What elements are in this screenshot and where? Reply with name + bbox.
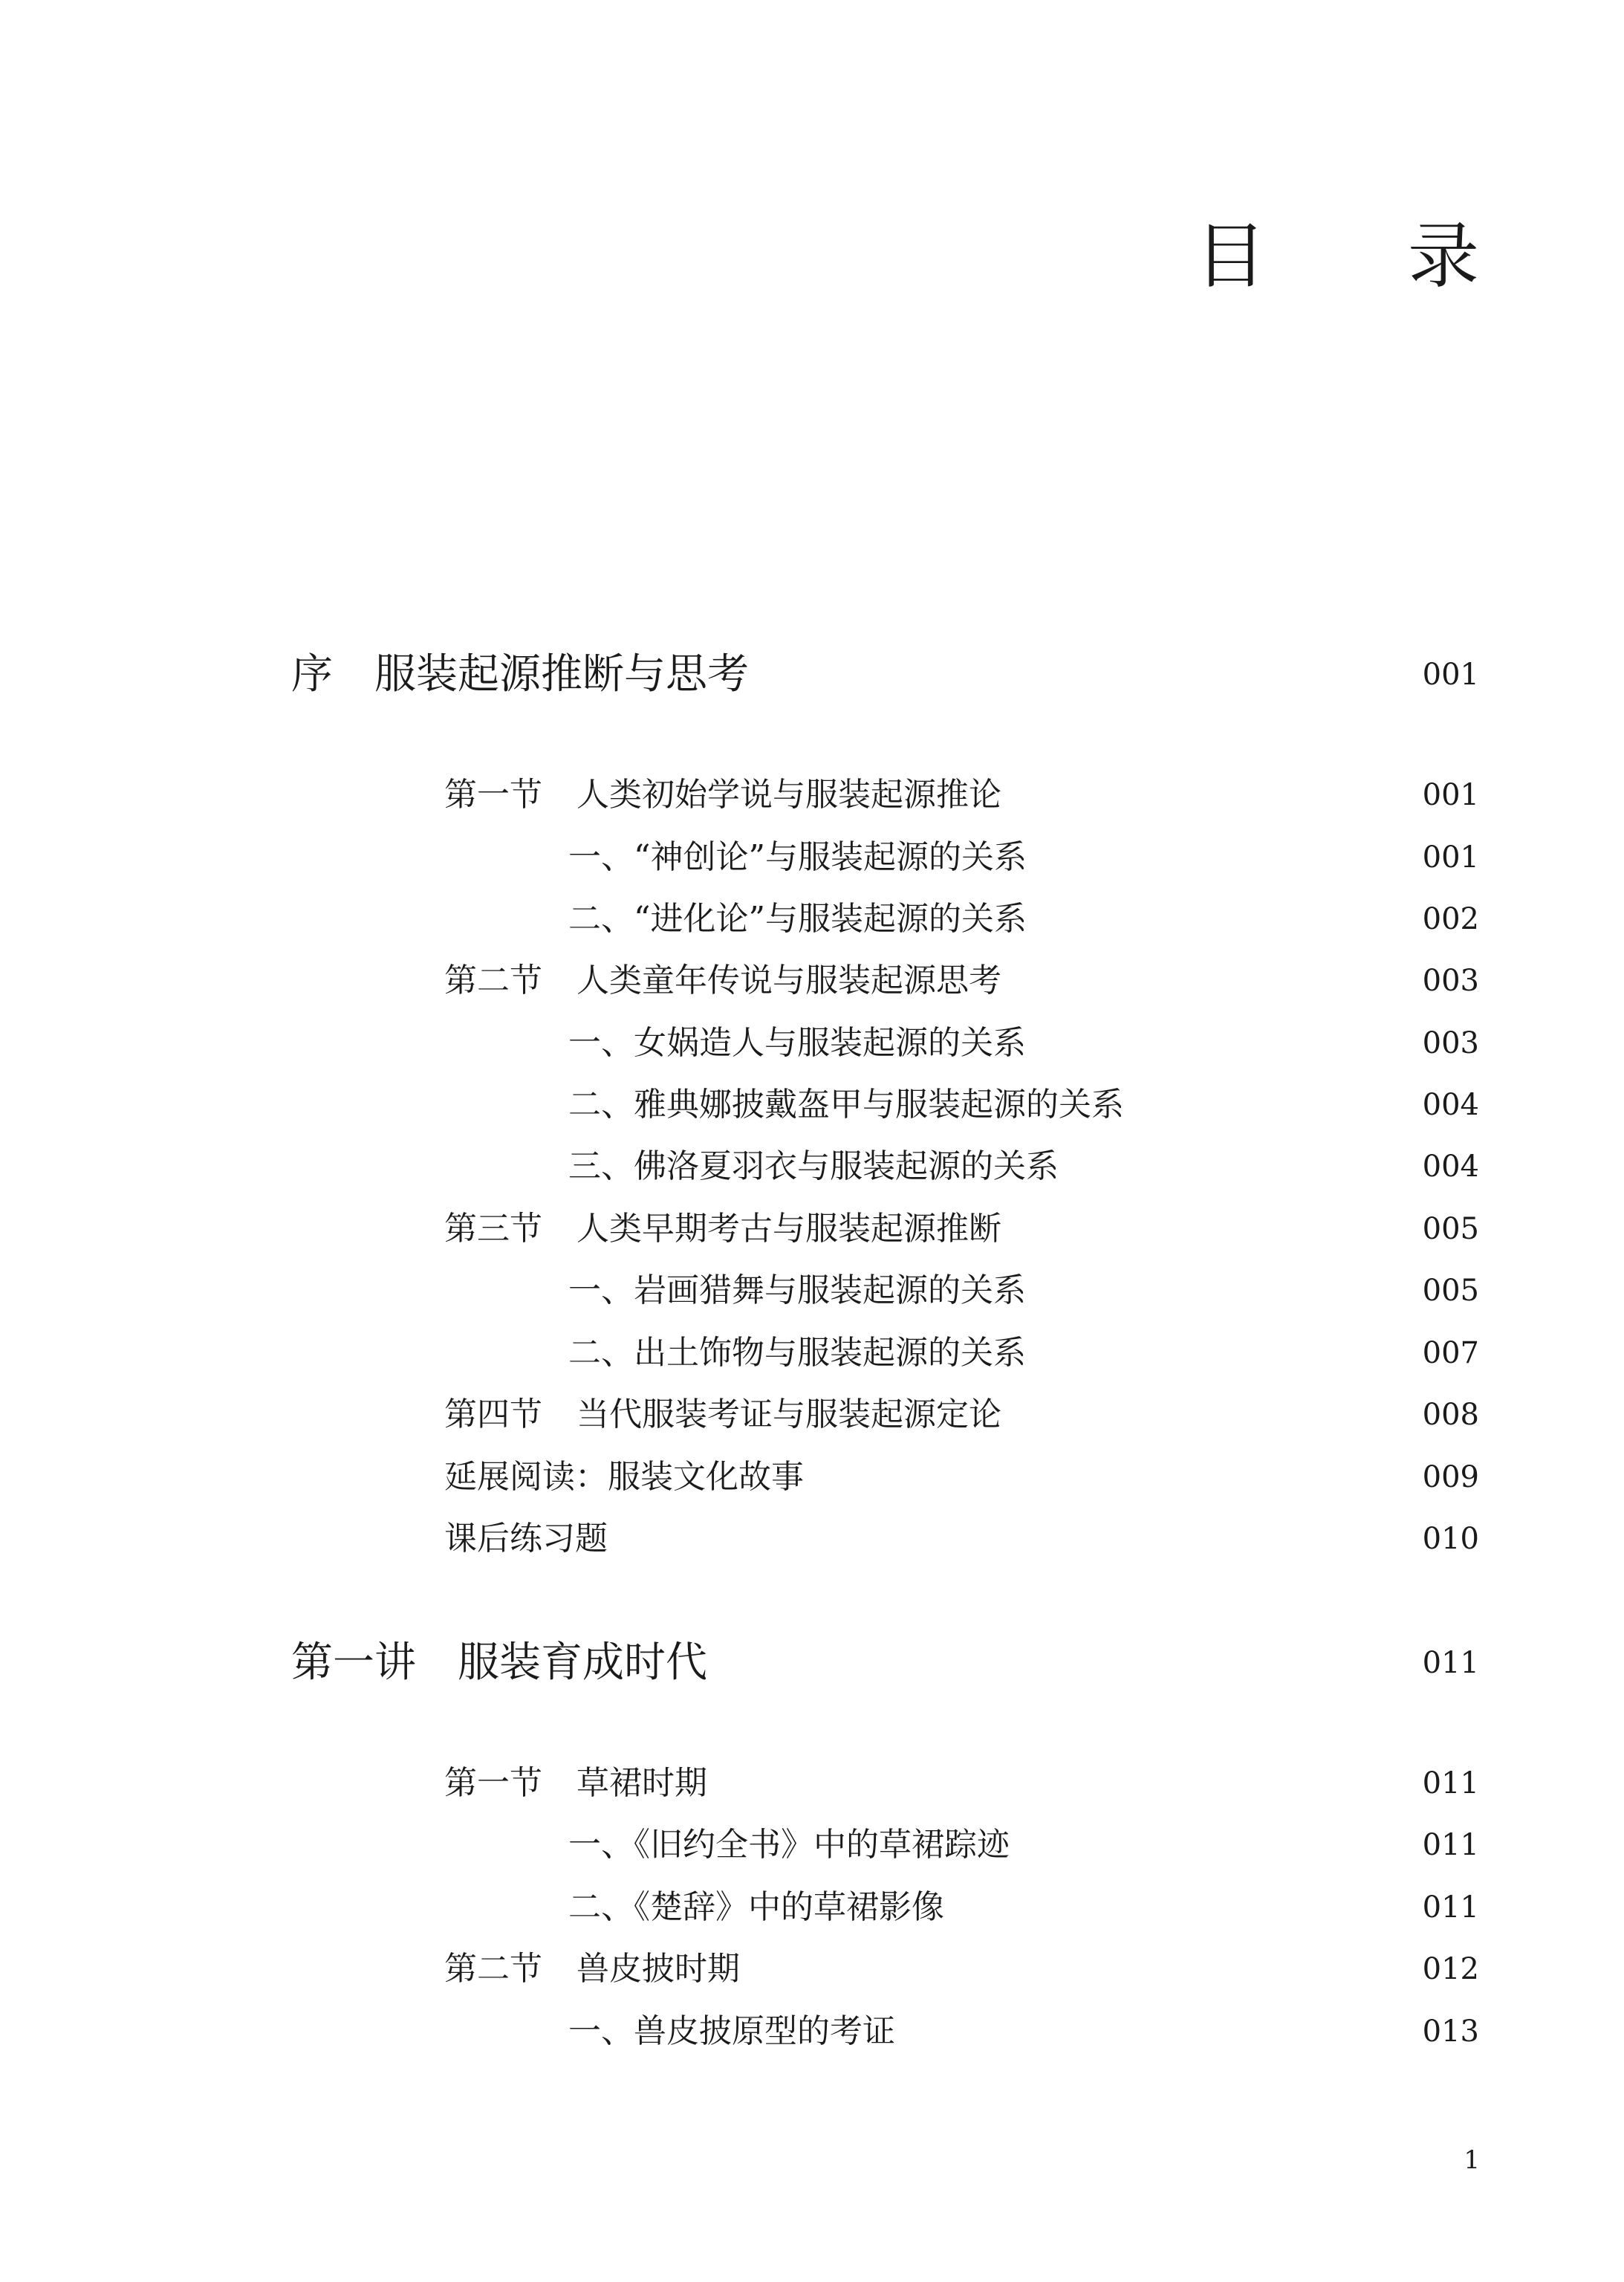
entry-text: 一、兽皮披原型的考证 xyxy=(568,2012,895,2050)
entry-page-number: 012 xyxy=(1422,1952,1479,1986)
entry-page-number: 011 xyxy=(1422,1766,1479,1800)
toc-entry-section[interactable] xyxy=(0,1389,1624,1441)
entry-page-number: 003 xyxy=(1422,1026,1479,1060)
entry-prefix: 第三节 xyxy=(444,1210,542,1248)
entry-page-number: 010 xyxy=(1422,1522,1479,1556)
entry-text: 课后练习题 xyxy=(444,1520,608,1557)
toc-entry-section[interactable] xyxy=(0,1943,1624,1995)
entry-text: 延展阅读：服装文化故事 xyxy=(444,1458,804,1496)
entry-text: 二、出土饰物与服装起源的关系 xyxy=(568,1334,1026,1372)
entry-page-number: 011 xyxy=(1422,1646,1479,1680)
entry-text: 二、《楚辞》中的草裙影像 xyxy=(568,1888,944,1926)
entry-text: 三、佛洛夏羽衣与服装起源的关系 xyxy=(568,1147,1059,1185)
entry-text: 当代服装考证与服装起源定论 xyxy=(576,1396,1001,1433)
entry-text: 服装育成时代 xyxy=(458,1638,707,1687)
toc-entry-chapter[interactable] xyxy=(0,649,1624,701)
toc-entry-subsection[interactable] xyxy=(0,1819,1624,1871)
entry-prefix: 序 xyxy=(291,650,333,698)
entry-page-number: 004 xyxy=(1422,1150,1479,1184)
page-title: 目 录 xyxy=(1195,215,1539,298)
toc-entry-exercises[interactable] xyxy=(0,1513,1624,1565)
entry-page-number: 004 xyxy=(1422,1088,1479,1122)
toc-entry-subsection[interactable] xyxy=(0,1079,1624,1131)
entry-prefix: 第二节 xyxy=(444,962,542,999)
entry-text: 兽皮披时期 xyxy=(576,1950,740,1988)
toc-entry-subsection[interactable] xyxy=(0,1017,1624,1069)
toc-entry-subsection[interactable] xyxy=(0,1141,1624,1193)
entry-text: 二、雅典娜披戴盔甲与服装起源的关系 xyxy=(568,1086,1124,1124)
entry-page-number: 002 xyxy=(1422,902,1479,936)
page-folio: 1 xyxy=(1464,2145,1480,2175)
toc-entry-extended-reading[interactable] xyxy=(0,1451,1624,1503)
toc-entry-chapter[interactable] xyxy=(0,1637,1624,1689)
toc-entry-subsection[interactable] xyxy=(0,1265,1624,1317)
entry-prefix: 第四节 xyxy=(444,1396,542,1433)
entry-page-number: 008 xyxy=(1422,1398,1479,1432)
toc-entry-subsection[interactable] xyxy=(0,2006,1624,2058)
entry-page-number: 003 xyxy=(1422,964,1479,998)
entry-text: 一、女娲造人与服装起源的关系 xyxy=(568,1024,1026,1062)
entry-page-number: 013 xyxy=(1422,2014,1479,2049)
entry-text: 人类初始学说与服装起源推论 xyxy=(576,776,1001,814)
toc-entry-subsection[interactable] xyxy=(0,893,1624,945)
toc-entry-section[interactable] xyxy=(0,955,1624,1007)
entry-prefix: 第一节 xyxy=(444,1764,542,1802)
entry-text: 二、“进化论”与服装起源的关系 xyxy=(568,900,1027,938)
toc-entry-section[interactable] xyxy=(0,769,1624,821)
entry-page-number: 001 xyxy=(1422,778,1479,812)
entry-page-number: 007 xyxy=(1422,1336,1479,1370)
entry-text: 人类童年传说与服装起源思考 xyxy=(576,962,1001,999)
entry-text: 一、岩画猎舞与服装起源的关系 xyxy=(568,1271,1026,1309)
entry-text: 一、《旧约全书》中的草裙踪迹 xyxy=(568,1826,1010,1864)
toc-entry-section[interactable] xyxy=(0,1757,1624,1809)
entry-prefix: 第二节 xyxy=(444,1950,542,1988)
entry-text: 人类早期考古与服装起源推断 xyxy=(576,1210,1001,1248)
entry-prefix: 第一讲 xyxy=(291,1638,416,1687)
toc-entry-subsection[interactable] xyxy=(0,1881,1624,1933)
toc-entry-subsection[interactable] xyxy=(0,832,1624,884)
toc-entry-section[interactable] xyxy=(0,1203,1624,1255)
entry-page-number: 011 xyxy=(1422,1890,1479,1925)
entry-page-number: 005 xyxy=(1422,1274,1479,1308)
entry-page-number: 001 xyxy=(1422,840,1479,875)
entry-page-number: 011 xyxy=(1422,1828,1479,1862)
entry-text: 服装起源推断与思考 xyxy=(374,650,749,698)
toc-entry-subsection[interactable] xyxy=(0,1327,1624,1379)
entry-text: 一、“神创论”与服装起源的关系 xyxy=(568,838,1027,876)
entry-prefix: 第一节 xyxy=(444,776,542,814)
entry-page-number: 001 xyxy=(1422,658,1479,692)
entry-text: 草裙时期 xyxy=(576,1764,707,1802)
entry-page-number: 005 xyxy=(1422,1212,1479,1246)
entry-page-number: 009 xyxy=(1422,1460,1479,1494)
